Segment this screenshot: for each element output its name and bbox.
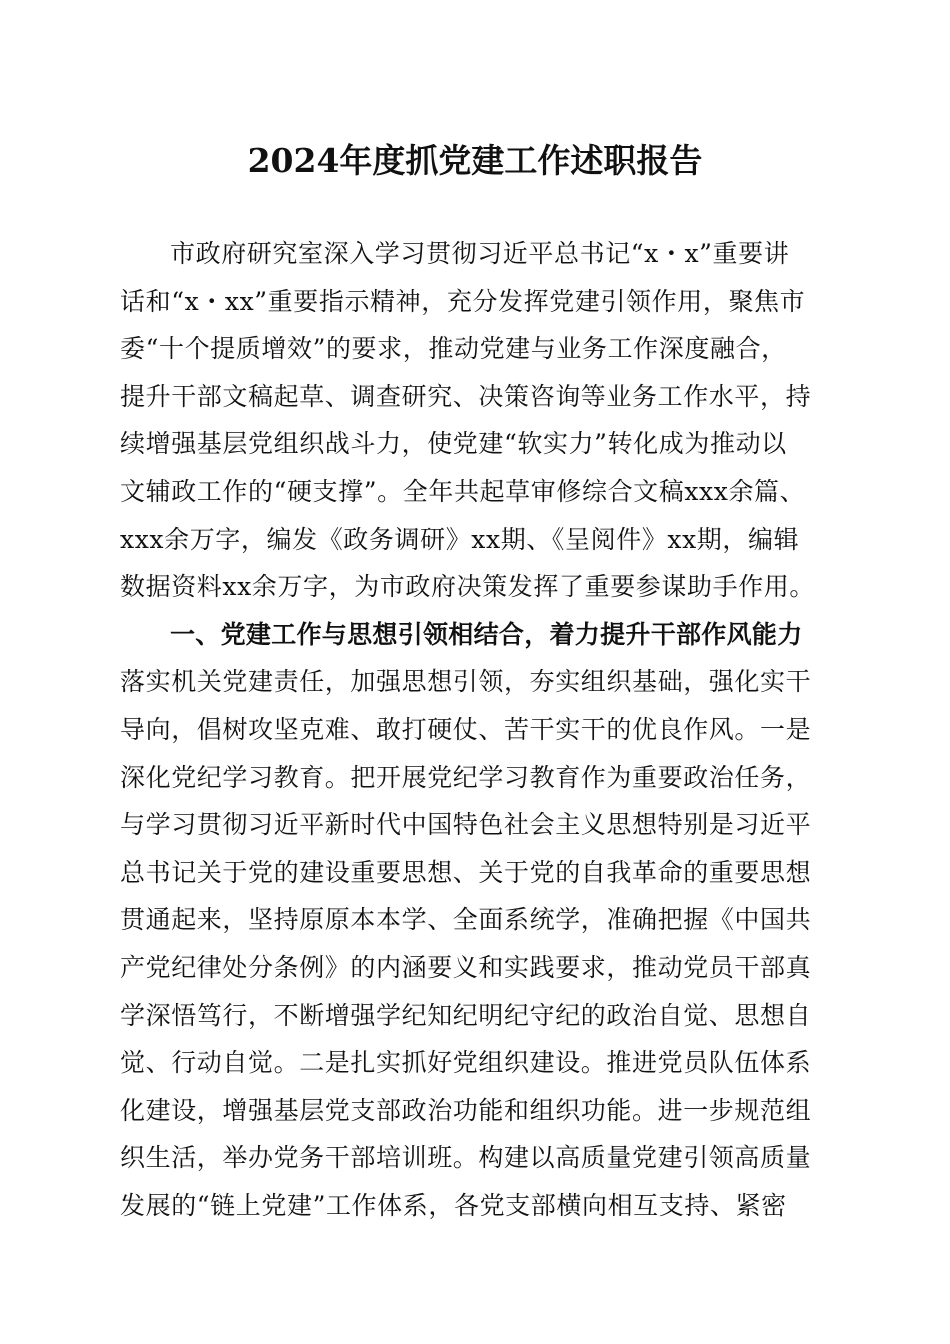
paragraph-line: 总书记关于党的建设重要思想、关于党的自我革命的重要思想 <box>120 857 812 887</box>
paragraph-line: 落实机关党建责任，加强思想引领，夯实组织基础，强化实干 <box>120 667 812 697</box>
paragraph-line: 化建设，增强基层党支部政治功能和组织功能。进一步规范组 <box>120 1095 812 1125</box>
document-title: 2024年度抓党建工作述职报告 <box>247 141 703 180</box>
paragraph-line: 提升干部文稿起草、调查研究、决策咨询等业务工作水平，持 <box>120 381 812 411</box>
paragraph-line: 文辅政工作的“硬支撑”。全年共起草审修综合文稿xxx余篇、 <box>120 476 806 506</box>
paragraph-line: 贯通起来，坚持原原本本学、全面系统学，准确把握《中国共 <box>120 905 812 935</box>
paragraph-line: 学深悟笃行，不断增强学纪知纪明纪守纪的政治自觉、思想自 <box>120 1000 812 1030</box>
paragraph-line: 导向，倡树攻坚克难、敢打硬仗、苦干实干的优良作风。一是 <box>120 714 812 744</box>
paragraph-line: 织生活，举办党务干部培训班。构建以高质量党建引领高质量 <box>120 1143 812 1173</box>
paragraph-line: xxx余万字，编发《政务调研》xx期、《呈阅件》xx期，编辑 <box>120 524 800 554</box>
paragraph-line: 市政府研究室深入学习贯彻习近平总书记“x・x”重要讲 <box>170 239 790 268</box>
paragraph-line: 与学习贯彻习近平新时代中国特色社会主义思想特别是习近平 <box>120 810 812 840</box>
paragraph-line: 话和“x・xx”重要指示精神，充分发挥党建引领作用，聚焦市 <box>120 286 806 316</box>
paragraph-line: 发展的“链上党建”工作体系，各党支部横向相互支持、紧密 <box>120 1190 787 1220</box>
paragraph-line: 委“十个提质增效”的要求，推动党建与业务工作深度融合， <box>120 334 787 364</box>
paragraph-line: 深化党纪学习教育。把开展党纪学习教育作为重要政治任务， <box>120 762 812 792</box>
paragraph-line: 产党纪律处分条例》的内涵要义和实践要求，推动党员干部真 <box>120 952 812 982</box>
document-body <box>120 230 825 1229</box>
paragraph-line: 觉、行动自觉。二是扎实抓好党组织建设。推进党员队伍体系 <box>120 1048 812 1078</box>
section-heading: 一、党建工作与思想引领相结合，着力提升干部作风能力 <box>170 619 803 649</box>
paragraph-line: 续增强基层党组织战斗力，使党建“软实力”转化成为推动以 <box>120 429 787 459</box>
paragraph-line: 数据资料xx余万字，为市政府决策发挥了重要参谋助手作用。 <box>120 572 816 602</box>
